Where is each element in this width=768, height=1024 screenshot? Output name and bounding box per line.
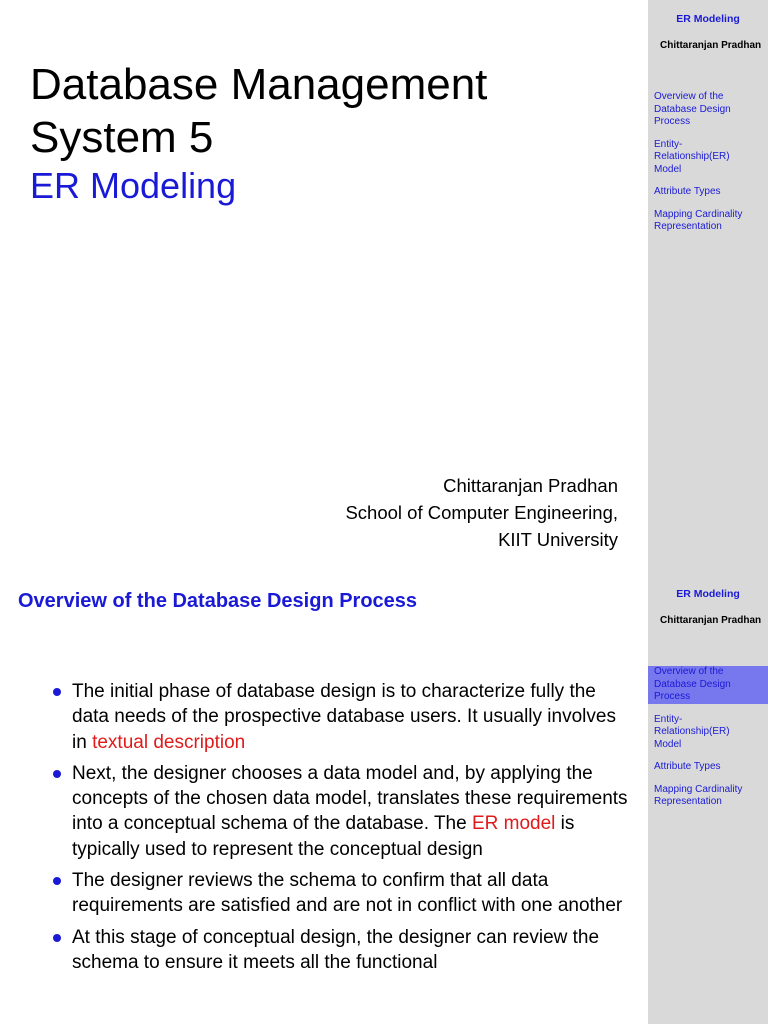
slide-subtitle: ER Modeling (30, 165, 237, 206)
author-name: Chittaranjan Pradhan (443, 475, 618, 496)
sidebar-item-overview[interactable]: Overview of the Database Design Process (648, 666, 768, 704)
sidebar-title[interactable]: ER Modeling (676, 13, 740, 25)
sidebar (648, 0, 768, 575)
sidebar-author: Chittaranjan Pradhan (660, 40, 762, 51)
bullet-icon (53, 934, 61, 942)
sidebar-item-er-model[interactable]: Entity- Relationship(ER) Model (654, 713, 730, 750)
bullet-icon (53, 877, 61, 885)
list-item: The designer reviews the schema to confirm that all data requirements are satisfied and are not in conflict with one another (48, 868, 628, 919)
author-school: School of Computer Engineering, (345, 502, 618, 523)
bullet-icon (53, 688, 61, 696)
sidebar-author: Chittaranjan Pradhan (660, 615, 762, 626)
list-item: Next, the designer chooses a data model and, by applying the concepts of the chosen data model, translates these requirements into a conceptual schema of the database. The ER model is typically used to represent the conceptual design (48, 761, 628, 862)
author-university: KIIT University (498, 529, 618, 550)
content-slide (0, 575, 768, 1024)
sidebar-item-attribute-types[interactable]: Attribute Types (654, 186, 721, 197)
sidebar-item-er-model[interactable]: Entity- Relationship(ER) Model (654, 138, 730, 175)
list-item: The initial phase of database design is to characterize fully the data needs of the prospective database users. It usually involves in textual description (48, 679, 628, 755)
sidebar-nav (648, 666, 768, 819)
sidebar-item-overview[interactable]: Overview of the Database Design Process (654, 91, 731, 127)
sidebar-item-mapping-cardinality[interactable]: Mapping Cardinality Representation (654, 208, 743, 232)
bullet-icon (53, 770, 61, 778)
sidebar-nav (648, 91, 768, 244)
sidebar-title[interactable]: ER Modeling (676, 588, 740, 600)
bullet-list (48, 679, 628, 981)
sidebar-item-attribute-types[interactable]: Attribute Types (654, 761, 721, 772)
author-block (345, 472, 618, 553)
sidebar-item-mapping-cardinality[interactable]: Mapping Cardinality Representation (654, 783, 743, 807)
list-item: At this stage of conceptual design, the designer can review the schema to ensure it meets all the functional (48, 925, 628, 976)
frame-title: Overview of the Database Design Process (18, 590, 418, 612)
sidebar (648, 575, 768, 1024)
slide-title: Database Management System 5 (30, 60, 488, 162)
